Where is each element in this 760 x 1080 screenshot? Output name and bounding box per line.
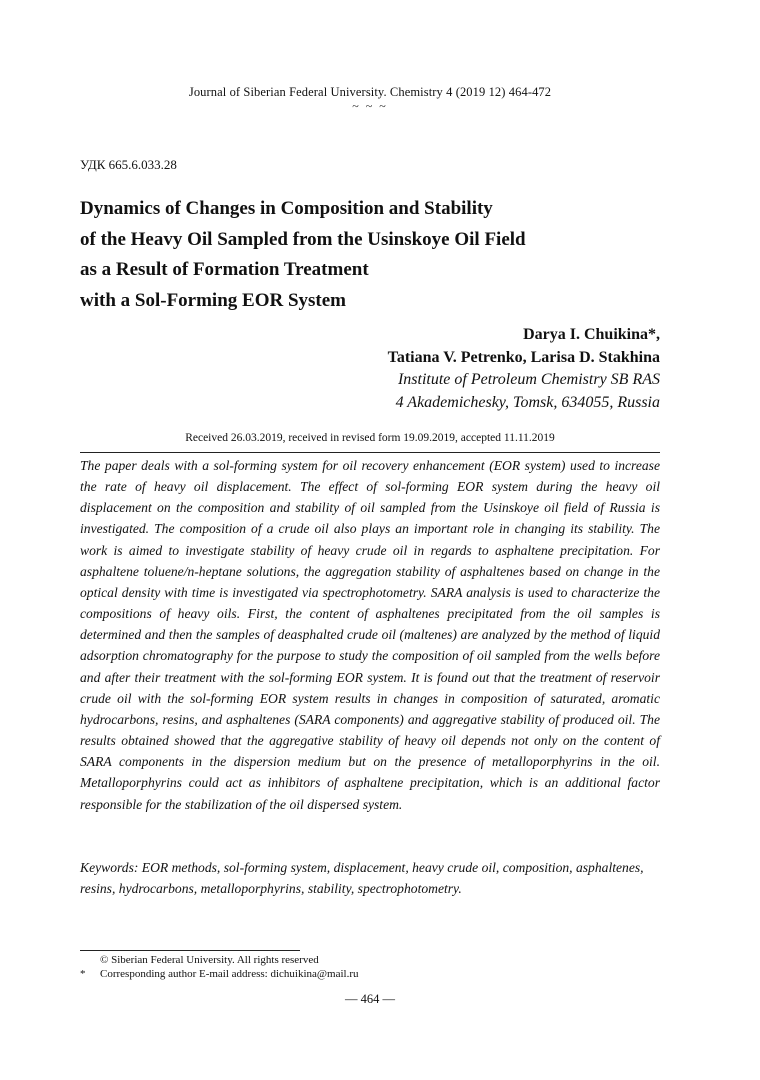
author-line: Darya I. Chuikina*, [523, 326, 660, 343]
title-line: of the Heavy Oil Sampled from the Usinskoye Oil Field [80, 228, 526, 250]
footnote-divider [80, 950, 300, 951]
corresponding-author-text: Corresponding author E-mail address: dichuikina@mail.ru [100, 968, 359, 980]
abstract: The paper deals with a sol-forming system for oil recovery enhancement (EOR system) used to increase the rate of heavy oil displacement. The effect of sol-forming EOR system during the heavy oil displacement on the composition and stability of oil sampled from the Usinskoye oil field of Russia is investigated. The composition of a crude oil also plays an important role in changing its stability. The work is aimed to investigate stability of heavy crude oil in regards to asphaltene precipitation. For asphaltene toluene/n-heptane solutions, the aggregation stability of asphaltenes based on change in the optical density with time is investigated via spectrophotometry. SARA analysis is used to characterize the compositions of heavy oils. First, the content of asphaltenes precipitated from the oil samples is determined and then the samples of deasphalted crude oil (maltenes) are analyzed by the method of liquid adsorption chromatography for the purpose to study the composition of oil sampled from the wells before and after their treatment with the sol-forming EOR system. It is found out that the treatment of reservoir crude oil with the sol-forming EOR system results in changes in composition of saturated, aromatic hydrocarbons, resins, and asphaltenes (SARA components) and aggregative stability of produced oil. The results obtained showed that the aggregative stability of heavy oil depends not only on the content of SARA components in the dispersion medium but on the presence of metalloporphyrins in the oil. Metalloporphyrins could act as inhibitors of asphaltene precipitation, which is an additional factor responsible for the stabilization of the oil dispersed system. [80, 458, 660, 812]
received-dates: Received 26.03.2019, received in revised form 19.09.2019, accepted 11.11.2019 [185, 432, 555, 444]
author-line: Tatiana V. Petrenko, Larisa D. Stakhina [387, 348, 660, 366]
udk-code: УДК 665.6.033.28 [80, 157, 177, 172]
affiliation-line: 4 Akademichesky, Tomsk, 634055, Russia [395, 393, 660, 411]
footnote-mark: * [80, 968, 86, 980]
abstract-divider [80, 452, 660, 453]
affiliation [396, 369, 660, 414]
paper-title [80, 194, 640, 316]
title-line: with a Sol-Forming EOR System [80, 289, 346, 311]
title-line: Dynamics of Changes in Composition and Stability [80, 198, 493, 219]
copyright-footnote: © Siberian Federal University. All rights reserved [100, 954, 319, 966]
authors [388, 324, 660, 369]
title-line: as a Result of Formation Treatment [80, 259, 369, 280]
header-separator: ~ ~ ~ [352, 99, 388, 113]
affiliation-line: Institute of Petroleum Chemistry SB RAS [397, 371, 660, 388]
journal-header: Journal of Siberian Federal University. Chemistry 4 (2019 12) 464-472 [188, 85, 552, 99]
corresponding-footnote [80, 968, 359, 980]
page-number: ― 464 ― [345, 992, 395, 1006]
keywords: Keywords: EOR methods, sol-forming system, displacement, heavy crude oil, composition, asphaltenes, resins, hydrocarbons, metalloporphyrins, stability, spectrophotometry. [80, 860, 644, 897]
